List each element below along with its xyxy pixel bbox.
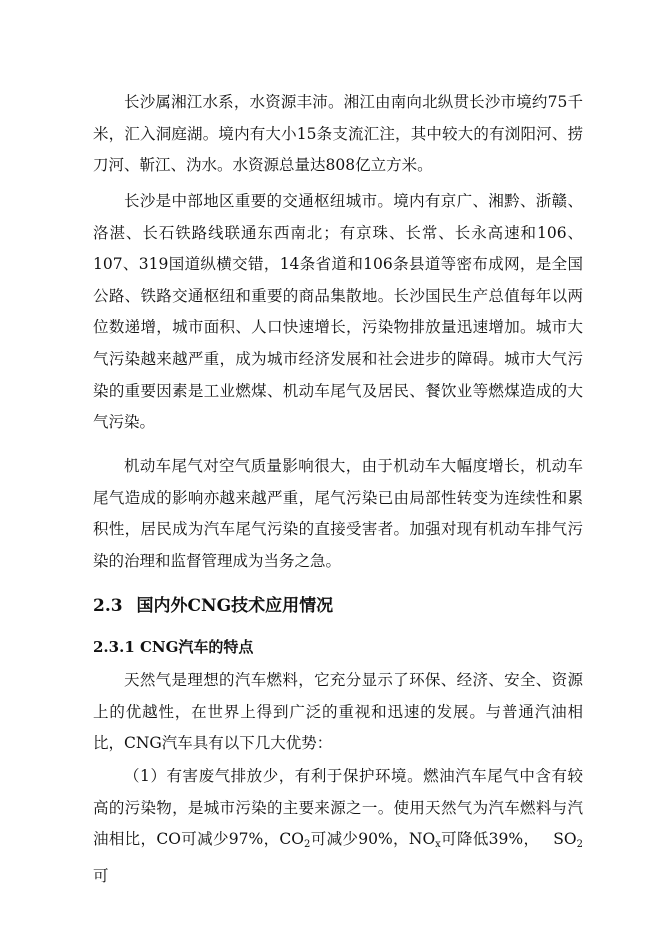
section-heading [93, 591, 333, 616]
nox-text: 可减少90%，NO [310, 830, 436, 849]
paragraph-text: （1）有害废气排放少，有利于保护环境。燃油汽车尾气中含有较高的污染物，是城市污染的主要来源之一。使用天然气为汽车燃料与汽油相比， [93, 767, 583, 849]
paragraph-water-resources [93, 87, 583, 182]
co2-subscript: 2 [304, 839, 311, 851]
section-title: 国内外CNG技术应用情况 [136, 596, 334, 616]
paragraph-text: 长沙属湘江水系，水资源丰沛。湘江由南向北纵贯长沙市境约75千米，汇入洞庭湖。境内有大小15条支流汇注，其中较大的有浏阳河、捞刀河、靳江、沩水。水资源总量达808亿立方米。 [93, 93, 583, 175]
paragraph-emission-reduction [93, 761, 583, 892]
section-number: 2.3 [93, 596, 123, 616]
so2-text: SO [553, 830, 577, 849]
continuation-text: 可 [93, 866, 109, 885]
paragraph-transport-hub [93, 186, 583, 439]
subsection-heading: 2.3.1 CNG汽车的特点 [93, 638, 254, 656]
paragraph-natural-gas-advantages [93, 665, 583, 760]
so2-subscript: 2 [576, 839, 583, 851]
paragraph-text: 机动车尾气对空气质量影响很大，由于机动车大幅度增长，机动车尾气造成的影响亦越来越严重，尾气污染已由局部性转变为连续性和累积性，居民成为汽车尾气污染的直接受害者。加强对现有机动车排气污染的治理和监督管理成为当务之急。 [93, 457, 583, 570]
co-text: CO可减少97%，CO [156, 830, 305, 849]
nox-subscript: x [435, 839, 441, 851]
paragraph-vehicle-exhaust [93, 451, 583, 577]
paragraph-text: 天然气是理想的汽车燃料，它充分显示了环保、经济、安全、资源上的优越性，在世界上得到广泛的重视和迅速的发展。与普通汽油相比，CNG汽车具有以下几大优势： [93, 671, 583, 753]
paragraph-text: 长沙是中部地区重要的交通枢纽城市。境内有京广、湘黔、浙赣、洛湛、长石铁路线联通东西南北；有京珠、长常、长永高速和106、107、319国道纵横交错，14条省道和106条县道等密布成网，是全国公路、铁路交通枢纽和重要的商品集散地。长沙国民生产总值每年以两位数递增，城市面积、人口快速增长，污染物排放量迅速增加。城市大气污染越来越严重，成为城市经济发展和社会进步的障碍。城市大气污染的重要因素是工业燃煤、机动车尾气及居民、餐饮业等燃煤造成的大气污染。 [93, 192, 583, 432]
nox-reduction-text: 可降低39%， [440, 830, 540, 849]
